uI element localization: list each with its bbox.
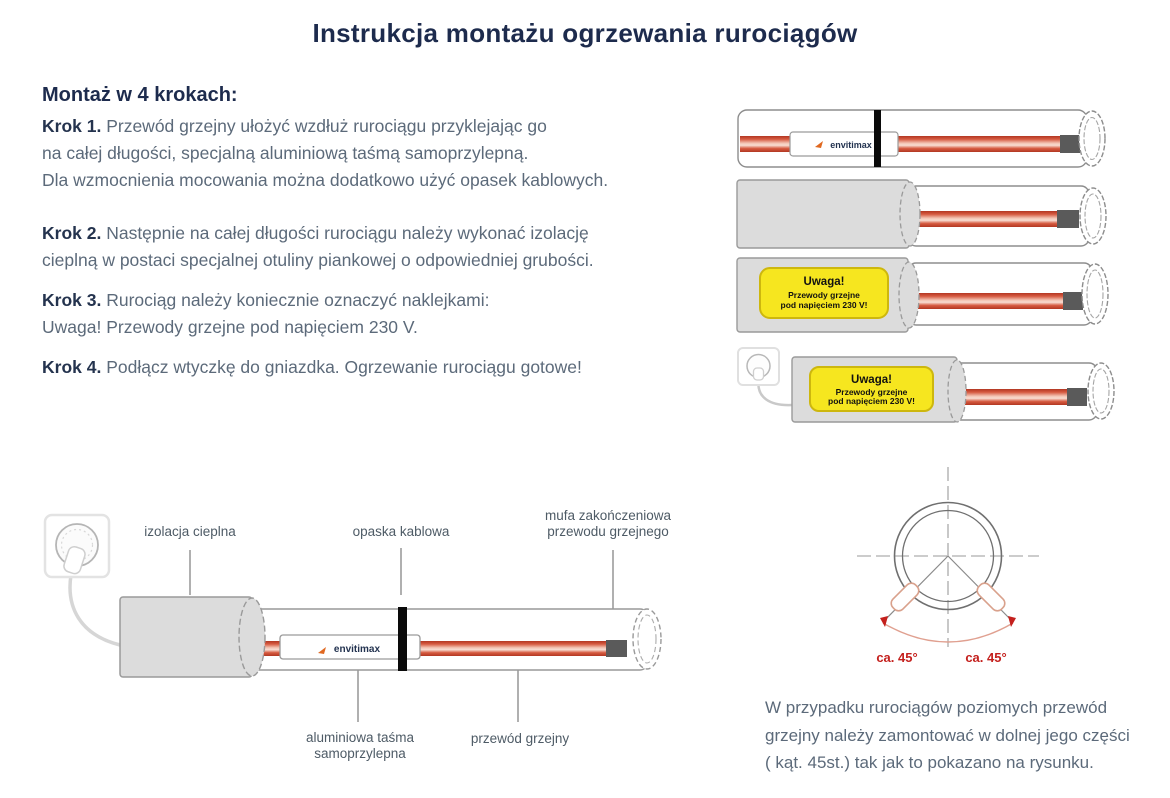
pipe-end-opening — [633, 609, 661, 669]
cable-end-cap — [1057, 210, 1079, 228]
right-cable-position — [975, 581, 1008, 614]
cable-end-cap — [1067, 388, 1087, 406]
brand-label: envitimax — [830, 140, 872, 150]
step4-plug-illustration — [735, 345, 1135, 433]
label-insulation: izolacja cieplna — [144, 524, 236, 539]
thermal-insulation — [737, 180, 909, 248]
step1-pipe-illustration — [735, 105, 1135, 175]
heating-cable — [740, 136, 1060, 152]
step2-insulation-illustration — [735, 176, 1135, 254]
step-2-label: Krok 2. — [42, 223, 102, 243]
cable-tie — [398, 607, 407, 671]
pipe-end-opening — [1088, 363, 1114, 419]
power-cord — [70, 575, 120, 645]
warning-line2: pod napięciem 230 V! — [780, 300, 868, 310]
step-3-label: Krok 3. — [42, 290, 102, 310]
insulation-rim — [899, 262, 919, 328]
step-1-text: Krok 1. Przewód grzejny ułożyć wzdłuż rurociągu przyklejając go na całej długości, specjalną aluminiową taśmą samoprzylepną. Dla wzmocnienia mocowania można dodatkowo użyć opasek kablowych. — [42, 116, 609, 190]
cable-end-cap — [1060, 135, 1080, 153]
label-end-seal: mufa zakończeniowa przewodu grzejnego — [544, 508, 672, 539]
pipe-end-opening — [1082, 264, 1108, 324]
step-3-text: Krok 3. Rurociąg należy koniecznie oznaczyć naklejkami: Uwaga! Przewody grzejne pod napięciem 230 V. — [42, 290, 490, 337]
heating-cable — [911, 211, 1060, 227]
steps-heading: Montaż w 4 krokach: — [42, 84, 238, 106]
pipe-end-opening — [1079, 111, 1105, 166]
warning-line1: Przewody grzejne — [788, 290, 860, 300]
left-angle-label: ca. 45° — [876, 650, 918, 665]
cable-end-seal — [606, 640, 627, 657]
label-heating-cable: przewód grzejny — [470, 731, 570, 746]
insulation-rim — [948, 360, 966, 422]
heating-cable — [911, 293, 1063, 309]
left-cable-position — [889, 581, 922, 614]
pipe-end-opening — [1080, 188, 1106, 244]
warning-line2: pod napięciem 230 V! — [828, 396, 915, 406]
right-angle-label: ca. 45° — [965, 650, 1007, 665]
label-cable-tie: opaska kablowa — [352, 524, 450, 539]
step-2-text: Krok 2. Następnie na całej długości rurociągu należy wykonać izolację cieplną w postaci specjalnej otuliny piankowej o odpowiedniej grubości. — [42, 223, 594, 270]
heating-cable — [957, 389, 1067, 405]
pipe-cross-section-diagram — [835, 465, 1065, 660]
insulation-rim — [239, 598, 265, 676]
step-1-label: Krok 1. — [42, 116, 102, 136]
step3-sticker-illustration — [735, 255, 1135, 337]
page-title: Instrukcja montażu ogrzewania rurociągów — [312, 18, 858, 48]
cable-tie — [874, 110, 881, 167]
step-4-label: Krok 4. — [42, 357, 102, 377]
thermal-insulation — [120, 597, 252, 677]
plug — [754, 368, 764, 380]
cable-end-cap — [1063, 292, 1083, 310]
warning-line1: Przewody grzejne — [835, 387, 908, 397]
insulation-rim — [900, 182, 920, 246]
warning-title: Uwaga! — [851, 374, 892, 386]
step-4-text: Krok 4. Podłącz wtyczkę do gniazdka. Ogrzewanie rurociągu gotowe! — [42, 357, 582, 377]
label-tape: aluminiowa taśma samoprzylepna — [305, 730, 415, 761]
warning-title: Uwaga! — [803, 276, 845, 288]
brand-label: envitimax — [333, 644, 381, 655]
horizontal-pipe-note: W przypadku rurociągów poziomych przewód grzejny należy zamontować w dolnej jego części ( kąt. 45st.) tak jak to pokazano na rysunku. — [765, 698, 1130, 772]
